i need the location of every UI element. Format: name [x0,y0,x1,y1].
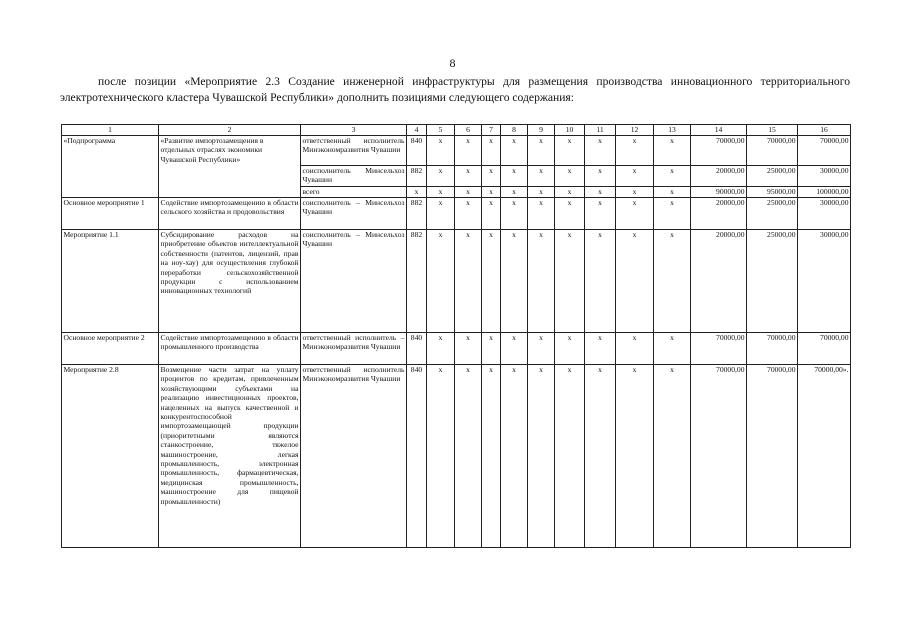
column-header: 4 [407,125,427,136]
cell-status: Основное мероприятие 2 [62,333,159,365]
cell-status: «Подпрограмма [62,136,159,198]
cell-value: x [555,365,585,548]
cell-value: x [455,333,482,365]
cell-value: 840 [407,136,427,166]
cell-value: x [482,198,501,230]
cell-title: Возмещение части затрат на уплату процентов по кредитам, привлеченным хозяйствующими субъектами на реализацию инвестиционных проектов, нацеленных на выпуск качественной и конкурентоспособной импортозамещающей продукции (приоритетными являются станкостроение, тяжелое машиностроение, легкая промышленность, электронная промышленность, фармацевтическая, медицинская промышленность, машиностроение для пищевой промышленности) [159,365,301,548]
column-header: 11 [585,125,616,136]
cell-value: 25000,00 [747,198,798,230]
column-header: 9 [528,125,555,136]
cell-value: x [501,333,528,365]
cell-value: x [482,230,501,333]
cell-value: 25000,00 [747,166,798,187]
cell-value: 95000,00 [747,187,798,198]
cell-value: x [482,166,501,187]
cell-value: 30000,00 [798,198,851,230]
cell-title: Содействие импортозамещению в области промышленного производства [159,333,301,365]
cell-executor: ответственный исполнитель Минэкономразвития Чувашии [301,136,407,166]
cell-value: x [427,136,455,166]
cell-value: x [482,333,501,365]
cell-value: x [501,136,528,166]
column-header: 15 [747,125,798,136]
column-header: 7 [482,125,501,136]
cell-value: x [555,166,585,187]
cell-value: x [427,365,455,548]
column-header: 10 [555,125,585,136]
cell-value: 70000,00 [747,333,798,365]
cell-value: x [654,230,691,333]
cell-status: Основное мероприятие 1 [62,198,159,230]
cell-value: x [455,230,482,333]
cell-value: x [455,187,482,198]
cell-executor: соисполнитель – Минсельхоз Чувашии [301,198,407,230]
cell-value: 100000,00 [798,187,851,198]
cell-value: x [455,365,482,548]
cell-value: x [654,198,691,230]
cell-value: x [528,136,555,166]
intro-paragraph: после позиции «Мероприятие 2.3 Создание инженерной инфраструктуры для размещения производства инновационного территориального электротехнического кластера Чувашской Республики» дополнить позициями следующего содержания: [60,75,850,104]
cell-value: 20000,00 [691,198,747,230]
cell-value: x [585,365,616,548]
cell-title: Содействие импортозамещению в области сельского хозяйства и продовольствия [159,198,301,230]
cell-value: x [528,166,555,187]
column-header: 5 [427,125,455,136]
cell-value: x [585,333,616,365]
cell-value: 70000,00 [747,136,798,166]
cell-value: x [585,166,616,187]
cell-value: 840 [407,333,427,365]
cell-value: x [427,333,455,365]
cell-value: x [616,198,654,230]
cell-value: x [528,333,555,365]
cell-value: x [501,166,528,187]
cell-value: x [455,166,482,187]
cell-value: x [455,136,482,166]
cell-value: 70000,00 [747,365,798,548]
table-row [62,198,851,230]
cell-value: x [585,198,616,230]
cell-value: 20000,00 [691,230,747,333]
cell-value: 30000,00 [798,166,851,187]
cell-value: x [528,187,555,198]
cell-value: x [427,187,455,198]
cell-value: x [654,187,691,198]
cell-executor: всего [301,187,407,198]
column-header: 6 [455,125,482,136]
column-header: 12 [616,125,654,136]
cell-value: 840 [407,365,427,548]
cell-value: x [654,136,691,166]
cell-value: x [654,166,691,187]
table-header-row [62,125,851,136]
cell-value: x [616,333,654,365]
cell-value: x [528,365,555,548]
cell-value: 70000,00 [691,333,747,365]
column-header: 1 [62,125,159,136]
cell-value: x [501,365,528,548]
cell-value: x [407,187,427,198]
cell-value: 70000,00 [691,136,747,166]
cell-status: Мероприятие 1.1 [62,230,159,333]
cell-value: 882 [407,230,427,333]
cell-value: x [616,187,654,198]
cell-value: x [501,230,528,333]
column-header: 14 [691,125,747,136]
cell-value: x [501,187,528,198]
cell-value: 90000,00 [691,187,747,198]
cell-value: x [528,198,555,230]
table-row [62,136,851,166]
cell-value: x [654,333,691,365]
cell-value: x [427,198,455,230]
cell-value: x [616,166,654,187]
cell-value: x [427,230,455,333]
cell-value: x [427,166,455,187]
cell-title: «Развитие импортозамещения в отдельных отраслях экономики Чувашской Республики» [159,136,301,198]
cell-title: Субсидирование расходов на приобретение объектов интеллектуальной собственности (патентов, лицензий, прав на ноу-хау) для осуществления глубокой переработки сельскохозяйственной продукции с использованием инновационных технологий [159,230,301,333]
cell-value: x [555,198,585,230]
cell-value: x [616,365,654,548]
cell-value: x [585,136,616,166]
cell-value: 882 [407,166,427,187]
cell-value: 882 [407,198,427,230]
table-row [62,333,851,365]
cell-executor: соисполнитель – Минсельхоз Чувашии [301,230,407,333]
cell-value: x [555,333,585,365]
cell-value: x [482,365,501,548]
cell-executor: соисполнитель Минсельхоз Чувашии [301,166,407,187]
table-row [62,365,851,548]
cell-status: Мероприятие 2.8 [62,365,159,548]
column-header: 8 [501,125,528,136]
cell-executor: ответственный исполнитель Минэкономразвития Чувашии [301,365,407,548]
cell-value: 70000,00 [691,365,747,548]
cell-value: x [555,136,585,166]
cell-value: x [501,198,528,230]
column-header: 3 [301,125,407,136]
column-header: 2 [159,125,301,136]
cell-value: 70000,00 [798,333,851,365]
table-row [62,230,851,333]
cell-value: x [482,136,501,166]
column-header: 16 [798,125,851,136]
cell-value: x [482,187,501,198]
cell-value: x [585,187,616,198]
program-table [61,124,851,548]
page-number: 8 [449,56,456,70]
cell-value: x [585,230,616,333]
cell-value: x [555,187,585,198]
cell-value: x [455,198,482,230]
column-header: 13 [654,125,691,136]
cell-value: 25000,00 [747,230,798,333]
cell-value: 70000,00». [798,365,851,548]
cell-executor: ответственный исполнитель – Минэкономразвития Чувашии [301,333,407,365]
cell-value: x [555,230,585,333]
cell-value: 70000,00 [798,136,851,166]
cell-value: x [654,365,691,548]
cell-value: x [616,136,654,166]
cell-value: 30000,00 [798,230,851,333]
cell-value: x [528,230,555,333]
cell-value: x [616,230,654,333]
cell-value: 20000,00 [691,166,747,187]
